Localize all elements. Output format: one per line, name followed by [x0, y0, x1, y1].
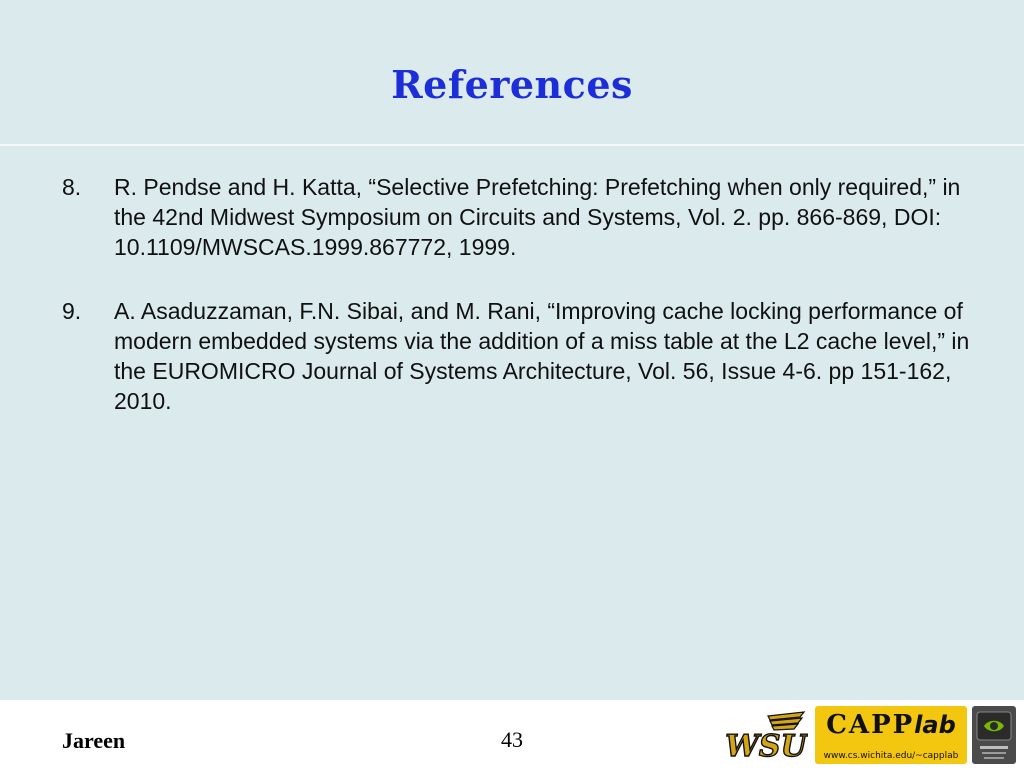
reference-list: [62, 172, 982, 450]
page-number: 43: [501, 727, 523, 752]
capp-logo-lab: lab: [914, 711, 956, 739]
wsu-logo-text: WSU: [725, 729, 807, 762]
title-divider: [0, 144, 1024, 146]
reference-text: R. Pendse and H. Katta, “Selective Prefetching: Prefetching when only required,” in the 42nd Midwest Symposium on Circuits and Systems, Vol. 2. pp. 866-869, DOI: 10.1109/MWSCAS.1999.867772, 1999.: [114, 174, 961, 260]
slide-footer: [0, 700, 1024, 768]
capp-lab-logo: [815, 706, 967, 764]
wsu-logo: [724, 708, 808, 762]
capp-logo-url: www.cs.wichita.edu/~capplab: [823, 751, 959, 761]
reference-item: [62, 296, 982, 416]
capp-logo-main: CAPP: [826, 710, 915, 740]
footer-author: Jareen: [62, 728, 126, 753]
reference-item: [62, 172, 982, 262]
reference-number: 8.: [62, 174, 82, 200]
reference-text: A. Asaduzzaman, F.N. Sibai, and M. Rani, “Improving cache locking performance of modern embedded systems via the addition of a miss table at the L2 cache level,” in the EUROMICRO Journal of Systems Architecture, Vol. 56, Issue 4-6. pp 151-162, 2010.: [114, 298, 970, 414]
reference-number: 9.: [62, 298, 82, 324]
slide-title: References: [391, 62, 633, 107]
nvidia-teaching-center-icon: [972, 706, 1016, 764]
